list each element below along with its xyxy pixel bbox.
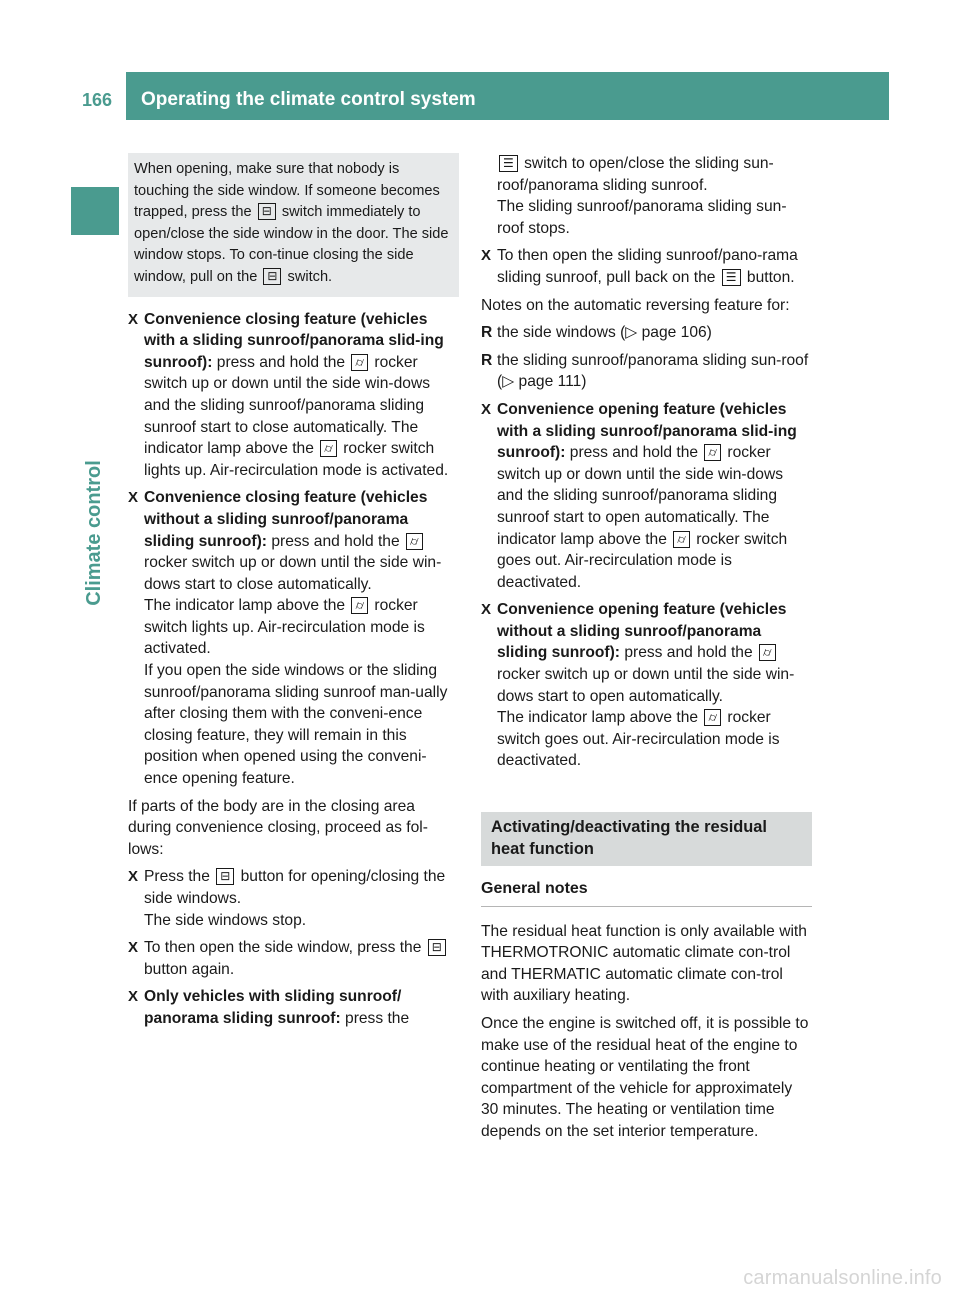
step-text: rocker switch up or down until the side win-dows and the sliding sunroof/panorama sliding sunroof start to close automatically. The indicator lamp above the xyxy=(144,353,431,458)
note-text-2: switch immediately to open/close the side window in the door. The side window stops. To con-tinue closing the side window, pull on the xyxy=(134,204,449,285)
step-text: press and hold the xyxy=(624,644,753,662)
step-text: press and hold the xyxy=(569,444,699,462)
step-marker-icon: X xyxy=(128,988,139,1006)
step-text: rocker switch goes out. Air-recirculation mode is deactivated. xyxy=(497,530,788,591)
step-text: press the xyxy=(345,1009,410,1027)
notes-intro: Notes on the automatic reversing feature for: xyxy=(481,296,790,314)
step-press-window-button xyxy=(128,866,459,931)
step-marker-icon: X xyxy=(481,400,492,418)
step-text: To then open the sliding sunroof/pano-rama sliding sunroof, pull back on the xyxy=(497,247,798,286)
step-heading: Convenience closing feature (vehicles with a sliding sunroof/panorama slid-ing sunroof): xyxy=(144,310,444,371)
sunroof-switch-icon: ☰ xyxy=(722,269,741,286)
page-number: 166 xyxy=(82,90,113,110)
side-tab-label: Climate control xyxy=(83,460,106,606)
recirculation-icon: ⌭ xyxy=(759,644,776,661)
left-column xyxy=(128,153,459,1036)
recirculation-icon: ⌭ xyxy=(320,440,337,457)
step-text: rocker switch goes out. Air-recirculation mode is deactivated. xyxy=(497,709,780,770)
sunroof-switch-icon: ☰ xyxy=(499,155,518,172)
page-title: Operating the climate control system xyxy=(141,89,476,110)
step-text: rocker switch lights up. Air-recirculation mode is activated. xyxy=(144,597,425,658)
step-text: Press the xyxy=(144,868,210,886)
window-switch-icon: ⊟ xyxy=(216,868,234,885)
page-reference-link[interactable]: page 106) xyxy=(641,324,712,342)
step-text: rocker switch lights up. Air-recirculation mode is activated. xyxy=(144,440,449,479)
right-column xyxy=(481,153,812,1149)
step-open-side-window xyxy=(128,937,459,980)
step-heading: Convenience closing feature (vehicles without a sliding sunroof/panorama sliding sunroof): xyxy=(144,489,428,550)
step-text: To then open the side window, press the xyxy=(144,939,422,957)
step-text: button again. xyxy=(144,960,235,978)
recirculation-icon: ⌭ xyxy=(351,597,368,614)
side-tab-marker xyxy=(71,187,119,235)
recirculation-icon: ⌭ xyxy=(351,354,368,371)
step-convenience-closing-sunroof xyxy=(128,309,459,482)
page-ref-icon: ▷ xyxy=(502,373,515,391)
window-switch-icon: ⊟ xyxy=(428,939,446,956)
step-text: rocker switch up or down until the side win-dows start to open automatically. xyxy=(497,666,795,705)
body-paragraph: If parts of the body are in the closing area during convenience closing, proceed as fol-lows: xyxy=(128,797,428,858)
page-reference-link[interactable]: page 111) xyxy=(518,373,587,391)
recirculation-icon: ⌭ xyxy=(704,444,721,461)
bullet-marker-icon: R xyxy=(481,324,493,342)
warning-note xyxy=(128,153,459,297)
step-marker-icon: X xyxy=(128,868,139,886)
step-text: press and hold the xyxy=(216,353,346,371)
body-paragraph: The residual heat function is only available with THERMOTRONIC automatic climate con-trol and THERMATIC automatic climate con-trol with auxiliary heating. xyxy=(481,922,807,1005)
bullet-side-windows xyxy=(481,322,812,344)
subheading: General notes xyxy=(481,878,812,907)
step-continuation xyxy=(481,153,812,239)
step-convenience-opening-sunroof xyxy=(481,399,812,593)
bullet-sunroof xyxy=(481,350,812,393)
step-marker-icon: X xyxy=(128,489,139,507)
bullet-marker-icon: R xyxy=(481,351,493,369)
step-text: If you open the side windows or the sliding sunroof/panorama sliding sunroof man-ually after closing them with the conveni-ence closing feature, they will remain in this position when opened using the conveni-ence opening feature. xyxy=(144,662,448,788)
step-text: rocker switch up or down until the side win-dows start to close automatically. xyxy=(144,554,442,593)
watermark-logo: carmanualsonline.info xyxy=(743,1267,942,1289)
window-switch-icon: ⊟ xyxy=(263,268,281,285)
recirculation-icon: ⌭ xyxy=(704,709,721,726)
note-text-3: switch. xyxy=(287,268,333,285)
step-marker-icon: X xyxy=(481,601,492,619)
step-text: button. xyxy=(746,268,795,286)
step-marker-icon: X xyxy=(128,310,139,328)
step-heading: Convenience opening feature (vehicles with a sliding sunroof/panorama slid-ing sunroof): xyxy=(497,400,797,462)
step-convenience-closing-no-sunroof xyxy=(128,487,459,789)
step-text: The side windows stop. xyxy=(144,911,307,929)
step-text: The indicator lamp above the xyxy=(144,597,346,615)
step-text: switch to open/close the sliding sun-roof/panorama sliding sunroof. xyxy=(497,155,774,194)
step-sunroof-only xyxy=(128,986,459,1029)
step-convenience-opening-no-sunroof xyxy=(481,599,812,772)
step-text: The indicator lamp above the xyxy=(497,709,699,727)
bullet-text: the sliding sunroof/panorama sliding sun-roof ( xyxy=(497,351,809,391)
section-heading: Activating/deactivating the residual heat function xyxy=(481,812,812,866)
step-text: rocker switch up or down until the side win-dows and the sliding sunroof/panorama sliding sunroof start to open automatically. The indicator lamp above the xyxy=(497,444,784,548)
step-marker-icon: X xyxy=(128,939,139,957)
window-switch-icon: ⊟ xyxy=(258,203,276,220)
recirculation-icon: ⌭ xyxy=(673,531,690,548)
note-text-1: When opening, make sure that nobody is touching the side window. If someone becomes trapped, press the xyxy=(134,161,440,221)
body-paragraph: Once the engine is switched off, it is possible to make use of the residual heat of the engine to continue heating or ventilating the front compartment of the vehicle for approximately 30 minutes. The heating or ventilation time depends on the set interior temperature. xyxy=(481,1015,809,1140)
step-marker-icon: X xyxy=(481,247,492,265)
page-ref-icon: ▷ xyxy=(625,324,638,342)
step-text: The sliding sunroof/panorama sliding sun-roof stops. xyxy=(497,198,787,237)
step-text: button for opening/closing the side windows. xyxy=(144,868,446,907)
step-text: press and hold the xyxy=(271,532,400,550)
step-open-sunroof xyxy=(481,245,812,288)
bullet-text: the side windows ( xyxy=(497,324,626,342)
step-heading: Convenience opening feature (vehicles without a sliding sunroof/panorama sliding sunroof): xyxy=(497,601,787,662)
step-heading: Only vehicles with sliding sunroof/ panorama sliding sunroof: xyxy=(144,988,402,1027)
recirculation-icon: ⌭ xyxy=(406,533,423,550)
